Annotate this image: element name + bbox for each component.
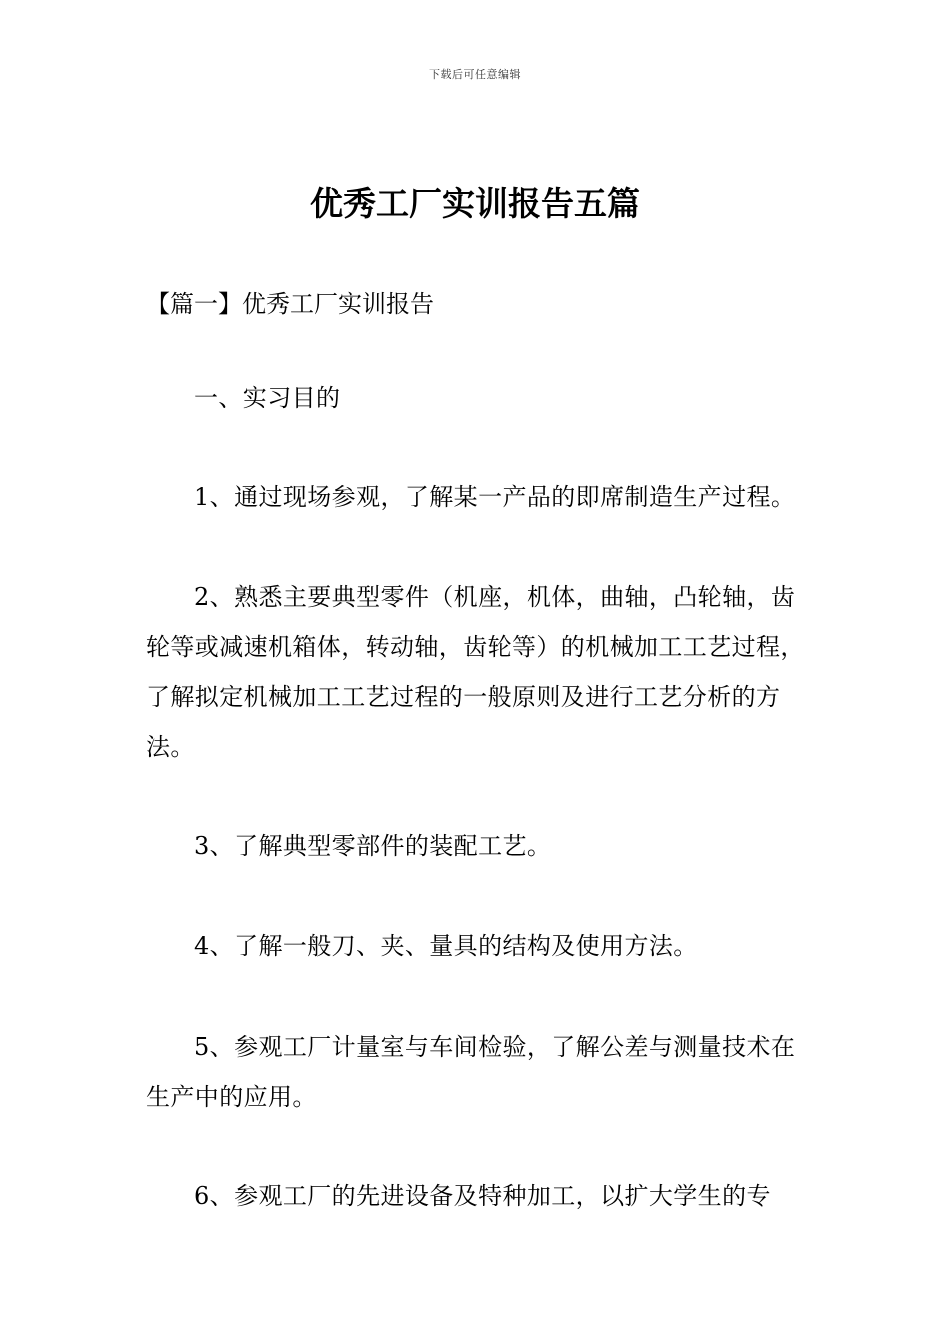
paragraph-item-5: 5、参观工厂计量室与车间检验，了解公差与测量技术在生产中的应用。 <box>146 1033 796 1111</box>
paragraph-objective-heading: 一、实习目的 <box>194 384 341 412</box>
header-note: 下载后可任意编辑 <box>429 68 521 81</box>
document-title: 优秀工厂实训报告五篇 <box>310 184 640 223</box>
paragraph-item-3: 3、了解典型零部件的装配工艺。 <box>194 832 552 860</box>
paragraph-item-1: 1、通过现场参观，了解某一产品的即席制造生产过程。 <box>194 483 796 511</box>
paragraph-item-2: 2、熟悉主要典型零件（机座，机体，曲轴，凸轮轴，齿轮等或减速机箱体，转动轴，齿轮等）的机械加工工艺过程，了解拟定机械加工工艺过程的一般原则及进行工艺分析的方法。 <box>146 583 805 761</box>
paragraph-item-6: 6、参观工厂的先进设备及特种加工，以扩大学生的专 <box>194 1182 771 1210</box>
paragraph-item-4: 4、了解一般刀、夹、量具的结构及使用方法。 <box>194 932 698 960</box>
section-heading: 【篇一】优秀工厂实训报告 <box>146 290 434 318</box>
